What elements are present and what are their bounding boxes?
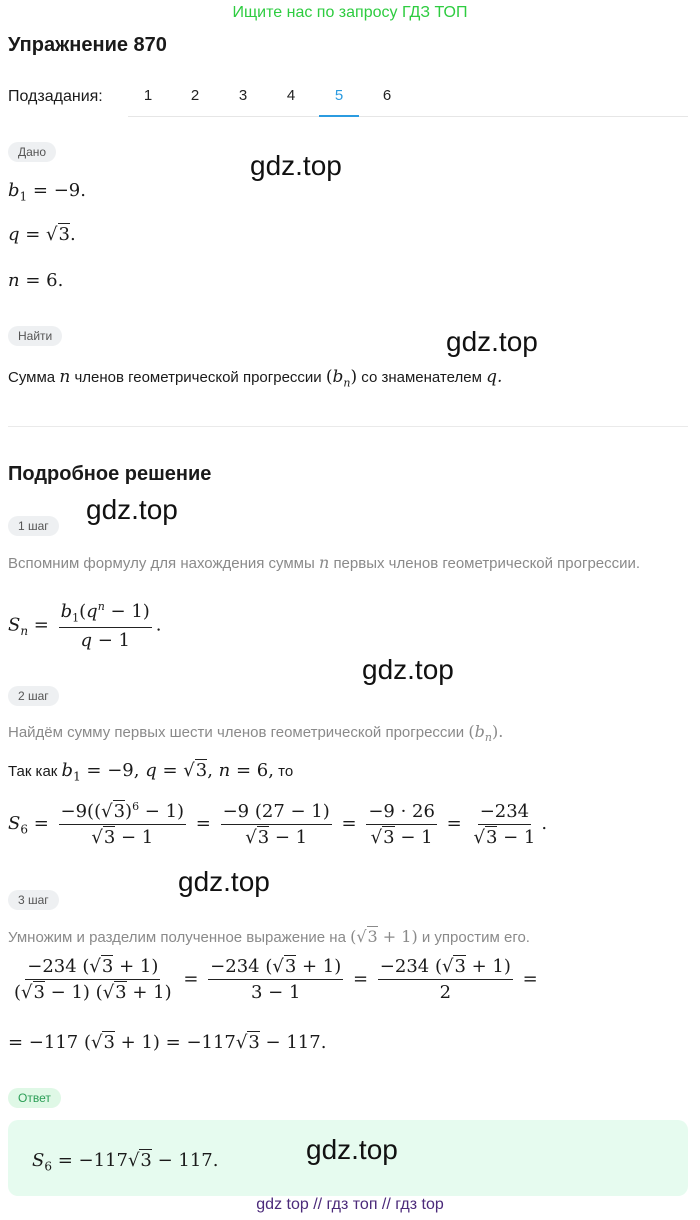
step2-badge: 2 шаг	[8, 686, 59, 706]
tab-1[interactable]: 1	[143, 87, 153, 104]
step3-calc-2: = −117 (√3 + 1) = −117√3 − 117.	[8, 1032, 327, 1053]
tab-2[interactable]: 2	[190, 87, 200, 104]
given-line-3: n = 6.	[8, 270, 64, 291]
tab-4[interactable]: 4	[286, 87, 296, 104]
watermark: gdz.top	[86, 494, 178, 525]
watermark: gdz.top	[446, 326, 538, 357]
step2-text: Найдём сумму первых шести членов геометрической прогрессии $(b_n)$.	[8, 722, 504, 745]
page-title: Упражнение 870	[8, 34, 167, 56]
step1-text: Вспомним формулу для нахождения суммы n первых членов геометрической прогрессии.	[8, 553, 641, 572]
footer-text: gdz top // гдз топ // гдз top	[256, 1196, 444, 1213]
find-seq: $(b_n)$	[325, 367, 358, 390]
given-line-2: q = √3.	[8, 224, 76, 245]
watermark: gdz.top	[306, 1134, 398, 1165]
step1-formula: $S_n$ = $\frac{b_1(q^n - 1)}{q - 1}$ .	[8, 600, 162, 651]
tab-5[interactable]: 5	[334, 87, 344, 104]
section-divider	[8, 426, 688, 427]
step3-calc-1: $\frac{-234 (√3 + 1)}{(√3 - 1) (√3 + 1)}$ = $\frac{-234 (√3 + 1)}{3 - 1}$ = $\frac{-234 (√3 + 1)}{2}$ =	[14, 956, 538, 1003]
given-badge: Дано	[8, 142, 56, 162]
step3-badge: 3 шаг	[8, 890, 59, 910]
watermark: gdz.top	[362, 654, 454, 685]
answer-formula: $S_6 = -117√3 - 117$.	[32, 1150, 219, 1174]
tab-3[interactable]: 3	[238, 87, 248, 104]
find-text: Сумма n членов геометрической прогрессии $(b_n)$ со знаменателем q.	[8, 367, 503, 390]
promo-banner: Ищите нас по запросу ГДЗ ТОП	[232, 4, 468, 21]
step3-text: Умножим и разделим полученное выражение на (√3 + 1) и упростим его.	[8, 927, 530, 946]
tab-6[interactable]: 6	[382, 87, 392, 104]
watermark: gdz.top	[250, 150, 342, 181]
step2-since: Так как $b_1 = -9$, q = √3, n = 6, то	[8, 760, 294, 784]
active-tab-underline	[319, 115, 359, 117]
answer-badge: Ответ	[8, 1088, 61, 1108]
given-line-1: $b_1 = -9$.	[8, 180, 86, 204]
find-badge: Найти	[8, 326, 62, 346]
step1-badge: 1 шаг	[8, 516, 59, 536]
watermark: gdz.top	[178, 866, 270, 897]
subtasks-label: Подзадания:	[8, 88, 103, 105]
step2-calc: $S_6$ = $\frac{-9((√3)^6 - 1)}{√3 - 1}$ = $\frac{-9 (27 - 1)}{√3 - 1}$ = $\frac{-9 \cdot 26}{√3 - 1}$ = $\frac{-234}{√3 - 1}$ .	[8, 800, 548, 848]
solution-heading: Подробное решение	[8, 463, 212, 485]
subtask-tabs	[128, 80, 688, 117]
